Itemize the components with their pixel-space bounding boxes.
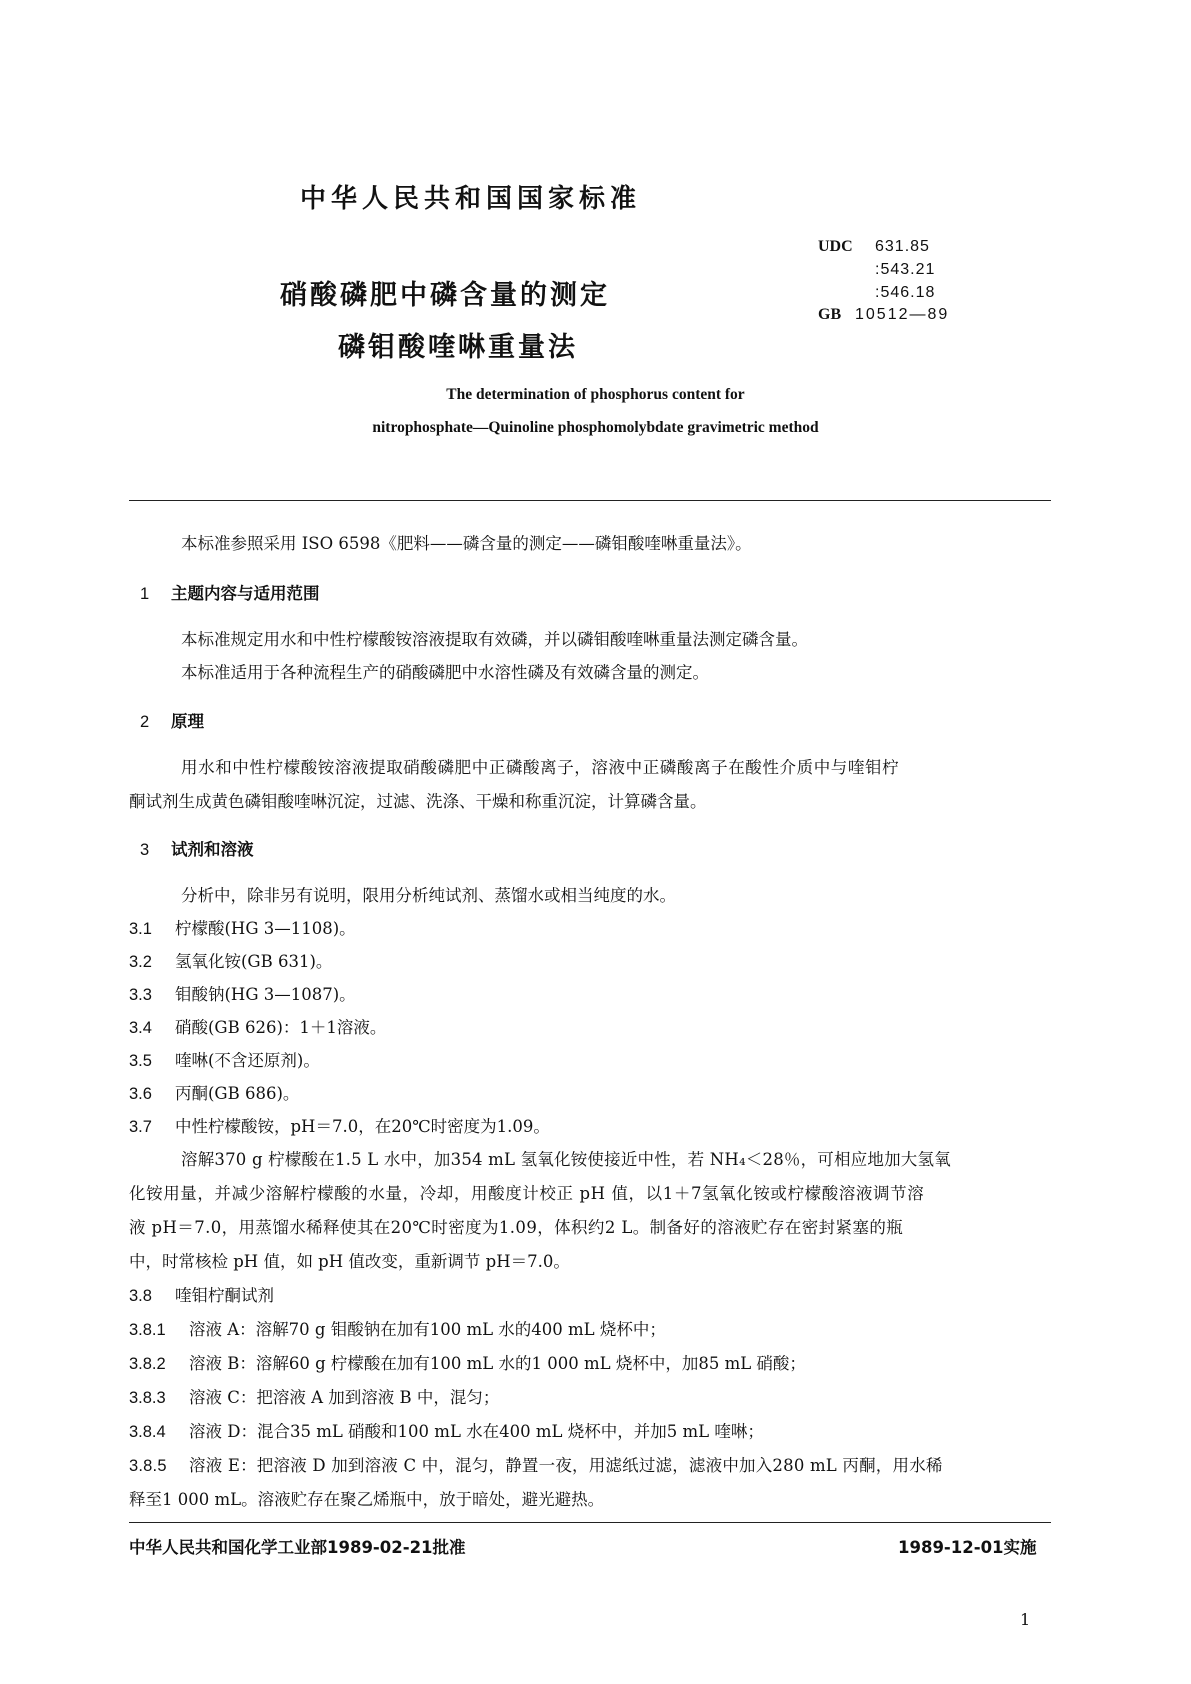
section-1-heading: [140, 580, 320, 604]
item-number: 3.7: [129, 1118, 152, 1136]
section-number: 2: [140, 713, 150, 731]
item-number: 3.8.1: [129, 1321, 166, 1339]
item-text: 钼酸钠(HG 3—1087)。: [175, 985, 356, 1004]
list-item: [129, 1047, 320, 1071]
item-3-7-line-1: 溶解370 g 柠檬酸在1.5 L 水中，加354 mL 氢氧化铵使接近中性，若 NH₄＜28％，可相应地加大氢氧: [181, 1150, 951, 1169]
list-item: [129, 1113, 550, 1137]
udc-label: UDC: [818, 238, 853, 255]
effective-date: 1989-12-01实施: [898, 1538, 1037, 1557]
list-item: [129, 1014, 386, 1038]
list-item: [129, 1418, 764, 1442]
item-number: 3.1: [129, 920, 152, 938]
item-number: 3.2: [129, 953, 152, 971]
list-item: [129, 1452, 943, 1476]
item-text: 溶液 C：把溶液 A 加到溶液 B 中，混匀；: [189, 1388, 500, 1407]
english-title-text-1: The determination of phosphorus content for: [446, 386, 745, 403]
english-title-line-1: [0, 386, 1191, 404]
list-item: [129, 1080, 299, 1104]
item-3-7-line-4: 中，时常核检 pH 值，如 pH 值改变，重新调节 pH＝7.0。: [129, 1252, 570, 1271]
section-3-heading: [140, 836, 254, 860]
item-number: 3.4: [129, 1019, 152, 1037]
item-text: 溶液 B：溶解60 g 柠檬酸在加有100 mL 水的1 000 mL 烧杯中，加85 mL 硝酸；: [189, 1354, 806, 1373]
item-number: 3.3: [129, 986, 152, 1004]
list-item: [129, 948, 332, 972]
list-item: [129, 1316, 666, 1340]
english-title-line-2: [0, 419, 1191, 437]
item-text: 中性柠檬酸铵，pH＝7.0，在20℃时密度为1.09。: [175, 1117, 550, 1136]
udc-value: 631.85: [875, 238, 930, 255]
section-2-line-2: 酮试剂生成黄色磷钼酸喹啉沉淀，过滤、洗涤、干燥和称重沉淀，计算磷含量。: [129, 792, 707, 811]
item-number: 3.8: [129, 1287, 152, 1305]
intro-text: 本标准参照采用 ISO 6598《肥料——磷含量的测定——磷钼酸喹啉重量法》。: [181, 534, 752, 553]
item-3-7-line-3: 液 pH＝7.0，用蒸馏水稀释使其在20℃时密度为1.09，体积约2 L。制备好的溶液贮存在密封紧塞的瓶: [129, 1218, 904, 1237]
item-text: 溶液 E：把溶液 D 加到溶液 C 中，混匀，静置一夜，用滤纸过滤，滤液中加入280 mL 丙酮，用水稀: [189, 1456, 943, 1475]
item-text: 喹钼柠酮试剂: [175, 1286, 274, 1305]
approval-info: 中华人民共和国化学工业部1989-02-21批准: [129, 1538, 466, 1557]
header-divider: [129, 500, 1051, 501]
item-3-7-line-2: 化铵用量，并减少溶解柠檬酸的水量，冷却，用酸度计校正 pH 值，以1＋7氢氧化铵或柠檬酸溶液调节溶: [129, 1184, 925, 1203]
udc-class-2: :546.18: [875, 284, 936, 301]
doc-title-line-1: 硝酸磷肥中磷含量的测定: [280, 280, 610, 311]
item-text: 溶液 A：溶解70 g 钼酸钠在加有100 mL 水的400 mL 烧杯中；: [189, 1320, 666, 1339]
item-text: 柠檬酸(HG 3—1108)。: [175, 919, 356, 938]
item-number: 3.8.2: [129, 1355, 166, 1373]
item-text: 喹啉(不含还原剂)。: [175, 1051, 320, 1070]
list-item: [129, 1350, 806, 1374]
list-item: [129, 1384, 499, 1408]
item-number: 3.5: [129, 1052, 152, 1070]
item-text: 氢氧化铵(GB 631)。: [175, 952, 333, 971]
item-text: 溶液 D：混合35 mL 硝酸和100 mL 水在400 mL 烧杯中，并加5 mL 喹啉；: [189, 1422, 764, 1441]
item-3-8-5-continuation: 释至1 000 mL。溶液贮存在聚乙烯瓶中，放于暗处，避光避热。: [129, 1490, 605, 1509]
section-number: 1: [140, 585, 150, 603]
list-item: [129, 1282, 274, 1306]
gb-label: GB: [818, 306, 842, 323]
list-item: [129, 915, 356, 939]
section-title: 试剂和溶液: [171, 840, 254, 859]
item-number: 3.6: [129, 1085, 152, 1103]
item-number: 3.8.4: [129, 1423, 166, 1441]
section-3-intro: 分析中，除非另有说明，限用分析纯试剂、蒸馏水或相当纯度的水。: [181, 886, 676, 905]
doc-title-line-2: 磷钼酸喹啉重量法: [338, 332, 578, 363]
section-2-heading: [140, 708, 204, 732]
english-title-text-2: nitrophosphate—Quinoline phosphomolybdate gravimetric method: [372, 419, 819, 436]
gb-number: 10512—89: [855, 306, 950, 323]
item-number: 3.8.3: [129, 1389, 166, 1407]
footer-divider: [129, 1522, 1051, 1523]
page-number: 1: [1020, 1610, 1031, 1629]
section-title: 原理: [171, 712, 204, 731]
standard-title: 中华人民共和国国家标准: [300, 184, 642, 214]
section-1-para-1: 本标准规定用水和中性柠檬酸铵溶液提取有效磷，并以磷钼酸喹啉重量法测定磷含量。: [181, 630, 808, 649]
item-text: 丙酮(GB 686)。: [175, 1084, 300, 1103]
item-number: 3.8.5: [129, 1457, 167, 1475]
list-item: [129, 981, 356, 1005]
section-2-line-1: 用水和中性柠檬酸铵溶液提取硝酸磷肥中正磷酸离子，溶液中正磷酸离子在酸性介质中与喹钼柠: [181, 758, 900, 777]
udc-class-1: :543.21: [875, 261, 936, 278]
section-1-para-2: 本标准适用于各种流程生产的硝酸磷肥中水溶性磷及有效磷含量的测定。: [181, 663, 709, 682]
section-title: 主题内容与适用范围: [171, 584, 320, 603]
item-text: 硝酸(GB 626)：1＋1溶液。: [175, 1018, 387, 1037]
section-number: 3: [140, 841, 150, 859]
